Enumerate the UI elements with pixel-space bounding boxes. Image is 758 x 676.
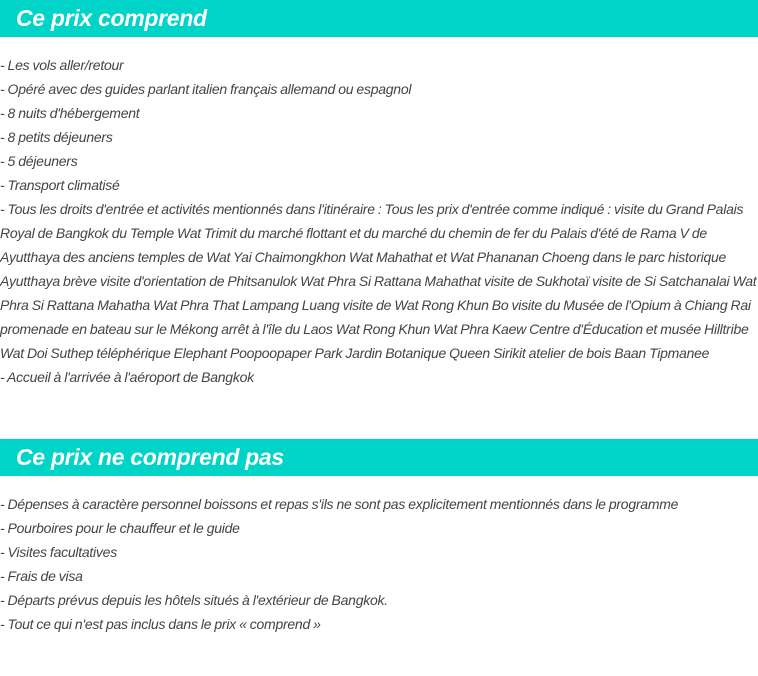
list-item: - 8 nuits d'hébergement <box>0 105 140 121</box>
list-item: - Tous les droits d'entrée et activités mentionnés dans l'itinéraire : Tous les prix d'entrée comme indiqué : visite du Grand Palais Royal de Bangkok du Temple Wat Trimit du marché flottant et du marché du chemin de fer du Palais d'été de Rama V de Ayutthaya des anciens temples de Wat Yai Chaimongkhon Wat Mahathat et Wat Phananan Choeng dans le parc historique Ayutthaya brève visite d'orientation de Phitsanulok Wat Phra Si Rattana Mahathat visite de Sukhotaï visite de Si Satchanalai Wat Phra Si Rattana Mahatha Wat Phra That Lampang Luang visite de Wat Rong Khun Bo visite du Musée de l'Opium à Chiang Rai promenade en bateau sur le Mékong arrêt à l'île du Laos Wat Rong Khun Wat Phra Kaew Centre d'Éducation et musée Hilltribe Wat Doi Suthep téléphérique Elephant Poopoopaper Park Jardin Botanique Queen Sirikit atelier de bois Baan Tipmanee <box>0 201 757 361</box>
list-item: - Accueil à l'arrivée à l'aéroport de Bangkok <box>0 369 254 385</box>
list-item: - Départs prévus depuis les hôtels situés à l'extérieur de Bangkok. <box>0 592 388 608</box>
excluded-list <box>0 492 758 636</box>
list-item: - 8 petits déjeuners <box>0 129 113 145</box>
included-heading: Ce prix comprend <box>0 0 758 37</box>
list-item: - Frais de visa <box>0 568 83 584</box>
list-item: - Visites facultatives <box>0 544 117 560</box>
included-list <box>0 53 758 389</box>
list-item: - Les vols aller/retour <box>0 57 124 73</box>
list-item: - Pourboires pour le chauffeur et le guide <box>0 520 240 536</box>
excluded-heading: Ce prix ne comprend pas <box>0 439 758 476</box>
list-item: - Dépenses à caractère personnel boissons et repas s'ils ne sont pas explicitement mentionnés dans le programme <box>0 496 679 512</box>
list-item: - Transport climatisé <box>0 177 120 193</box>
list-item: - Opéré avec des guides parlant italien français allemand ou espagnol <box>0 81 412 97</box>
list-item: - 5 déjeuners <box>0 153 78 169</box>
list-item: - Tout ce qui n'est pas inclus dans le prix « comprend » <box>0 616 321 632</box>
